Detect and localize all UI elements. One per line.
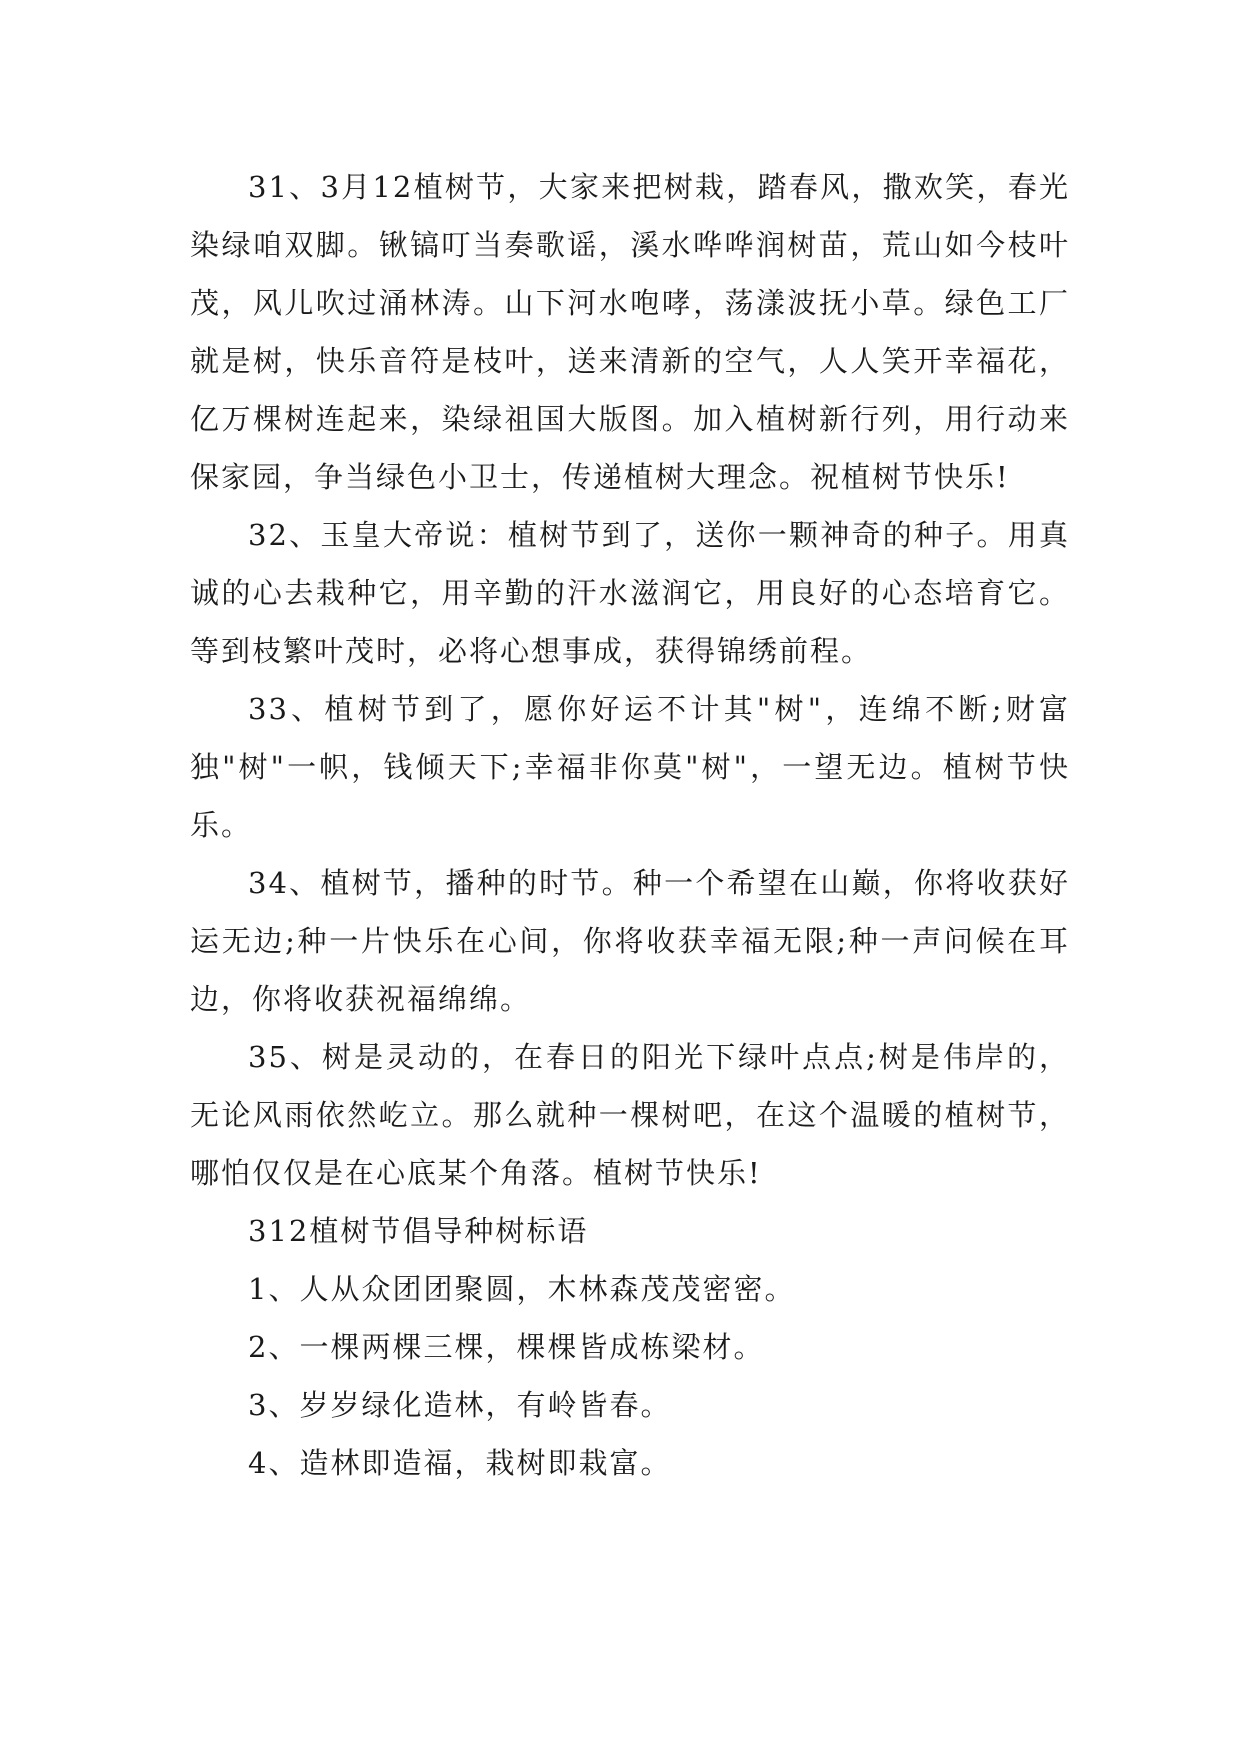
paragraph-33: 33、植树节到了，愿你好运不计其"树"，连绵不断;财富独"树"一帜，钱倾天下;幸福非你莫"树"，一望无边。植树节快乐。: [190, 692, 1070, 842]
paragraph-31: 31、3月12植树节，大家来把树栽，踏春风，撒欢笑，春光染绿咱双脚。锹镐叮当奏歌谣，溪水哗哗润树苗，荒山如今枝叶茂，风儿吹过涌林涛。山下河水咆哮，荡漾波抚小草。绿色工厂就是树，快乐音符是枝叶，送来清新的空气，人人笑开幸福花，亿万棵树连起来，染绿祖国大版图。加入植树新行列，用行动来保家园，争当绿色小卫士，传递植树大理念。祝植树节快乐!: [190, 170, 1070, 494]
slogan-3: 3、岁岁绿化造林，有岭皆春。: [248, 1388, 672, 1422]
slogan-2: 2、一棵两棵三棵，棵棵皆成栋梁材。: [248, 1330, 765, 1364]
section-heading: 312植树节倡导种树标语: [248, 1214, 589, 1248]
paragraph-32: 32、玉皇大帝说：植树节到了，送你一颗神奇的种子。用真诚的心去栽种它，用辛勤的汗水滋润它，用良好的心态培育它。等到枝繁叶茂时，必将心想事成，获得锦绣前程。: [190, 518, 1070, 668]
slogan-1: 1、人从众团团聚圆，木林森茂茂密密。: [248, 1272, 796, 1306]
paragraph-34: 34、植树节，播种的时节。种一个希望在山巅，你将收获好运无边;种一片快乐在心间，你将收获幸福无限;种一声问候在耳边，你将收获祝福绵绵。: [190, 866, 1070, 1016]
paragraph-35: 35、树是灵动的，在春日的阳光下绿叶点点;树是伟岸的，无论风雨依然屹立。那么就种一棵树吧，在这个温暖的植树节，哪怕仅仅是在心底某个角落。植树节快乐!: [190, 1040, 1070, 1190]
document-body: [190, 158, 1070, 1492]
slogan-4: 4、造林即造福，栽树即栽富。: [248, 1446, 672, 1480]
